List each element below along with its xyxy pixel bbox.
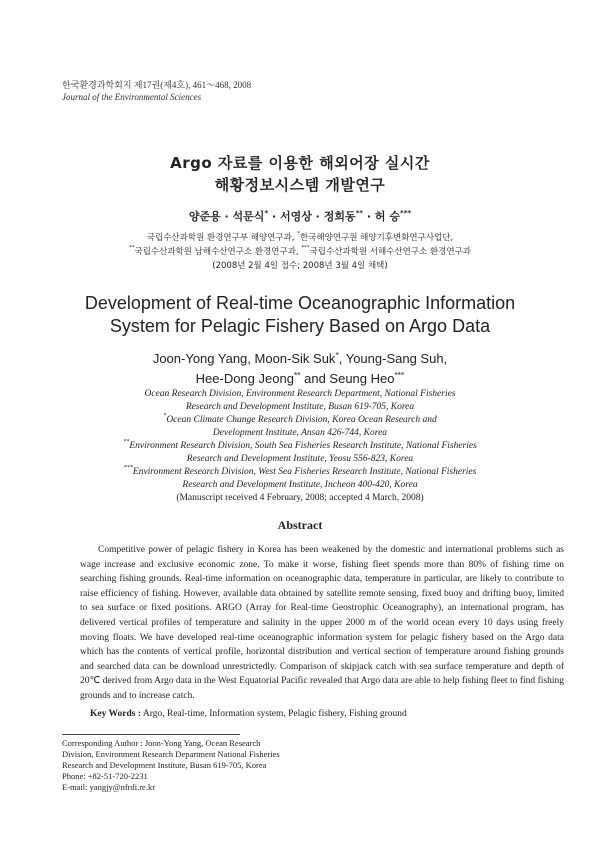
keywords-label: Key Words : <box>90 709 142 719</box>
journal-header-english: Journal of the Environmental Sciences <box>62 92 202 102</box>
abstract-heading: Abstract <box>277 518 323 532</box>
correspondence-line-2: Division, Environment Research Department National Fisheries <box>62 749 280 759</box>
english-title-line-1: Development of Real-time Oceanographic Information <box>84 293 516 313</box>
correspondence-email: E-mail: yangjy@nfrdi.re.kr <box>62 782 156 792</box>
korean-authors <box>0 208 600 224</box>
english-authors-line-2: Hee-Dong Jeong** and Seung Heo*** <box>195 370 405 386</box>
correspondence-footnote <box>62 738 362 793</box>
english-affiliation-4a: ***Environment Research Division, West Sea Fisheries Research Institute, National Fisheries <box>123 465 477 477</box>
keywords-text: Argo, Real-time, Information system, Pelagic fishery, Fishing ground <box>142 709 407 719</box>
english-affiliation-3b: Research and Development Institute, Yeosu 556-823, Korea <box>186 454 414 464</box>
footnote-divider <box>62 734 240 735</box>
correspondence-line-3: Research and Development Institute, Busan 619-705, Korea <box>62 760 267 770</box>
english-affiliation-1a: Ocean Research Division, Environment Research Department, National Fisheries <box>144 389 456 399</box>
english-affiliation-2a: *Ocean Climate Change Research Division, Korea Ocean Research and <box>163 413 437 425</box>
korean-author-1: 양준용 · 석문식* · 서영상 · 정희동** · 허 승*** <box>188 208 412 223</box>
korean-affiliation-2: **국립수산과학원 남해수산연구소 환경연구과, ***국립수산과학원 서해수산연구소 환경연구과 <box>128 245 472 257</box>
correspondence-phone: Phone: +82-51-720-2231 <box>62 771 148 781</box>
english-affiliation-2b: Development Institute, Ansan 426-744, Korea <box>212 428 388 438</box>
english-affiliation-3a: **Environment Research Division, South Sea Fisheries Research Institute, National Fisheries <box>123 439 477 451</box>
korean-title-line-2: 해황정보시스템 개발연구 <box>214 176 386 194</box>
keywords <box>90 709 407 719</box>
manuscript-received-date: (Manuscript received 4 February, 2008; accepted 4 March, 2008) <box>176 493 424 503</box>
english-affiliation-4b: Research and Development Institute, Incheon 400-420, Korea <box>182 480 418 490</box>
korean-affiliation-1: 국립수산과학원 환경연구부 해양연구과, *한국해양연구원 해양기후변화연구사업단, <box>146 231 454 243</box>
english-authors-line-1: Joon-Yong Yang, Moon-Sik Suk*, Young-Sang Suh, <box>152 350 448 366</box>
korean-title-line-1: Argo 자료를 이용한 해외어장 실시간 <box>170 154 430 172</box>
journal-header-korean: 한국환경과학회지 제17권(제4호), 461～468, 2008 <box>62 80 252 90</box>
english-title-line-2: System for Pelagic Fishery Based on Argo Data <box>109 316 491 336</box>
korean-received-date: (2008년 2월 4일 접수; 2008년 3월 4일 채택) <box>212 261 388 271</box>
correspondence-line-1: Corresponding Author : Joon-Yong Yang, Ocean Research <box>62 738 261 748</box>
english-affiliation-1b: Research and Development Institute, Busan 619-705, Korea <box>185 402 415 412</box>
abstract-body: Competitive power of pelagic fishery in Korea has been weakened by the domestic and international problems such as wage increase and exclusive economic zone. To make it worse, fishing fleet spends more than 80% of fishing time on searching fishing grounds. Real-time information on oceanographic data, temperature in particular, are likely to contribute to raise efficiency of fishing. However, available data obtained by satellite remote sensing, fixed buoy and drifting buoy, limited to sea surface or fixed positions. ARGO (Array for Real-time Geostrophic Oceanography), an international program, has delivered vertical profiles of temperature and salinity in the upper 2000 m of the world ocean every 10 days using freely moving floats. We have developed real-time oceanographic information system for pelagic fishery based on the Argo data which has the contents of vertical profile, horizontal distribution and vertical section of temperature around fishing grounds and searched data can be download unrestrictedly. Comparison of skipjack catch with sea surface temperature and depth of 20℃ derived from Argo data in the West Equatorial Pacific revealed that Argo data are able to help fishing fleet to find fishing grounds and to increase catch. <box>80 545 564 701</box>
journal-header <box>62 79 251 103</box>
